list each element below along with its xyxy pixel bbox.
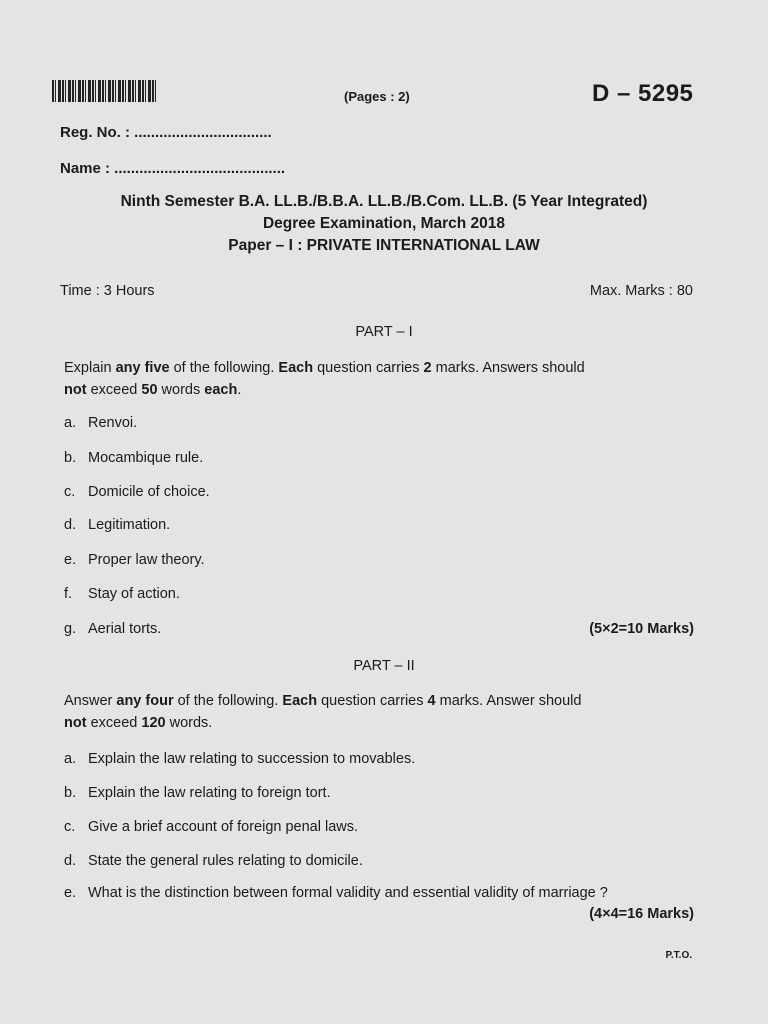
part-2-marks: (4×4=16 Marks) — [589, 906, 694, 922]
title-line-2: Degree Examination, March 2018 — [262, 215, 506, 232]
max-marks: Max. Marks : 80 — [589, 283, 693, 299]
part-1-instruction: Explain any five of the following. Each question carries 2 marks. Answers should not exceed 50 words each. — [64, 360, 585, 398]
question-item: e. Proper law theory. — [64, 552, 205, 568]
page-count: (Pages : 2) — [344, 89, 410, 104]
question-item: d. Legitimation. — [64, 517, 171, 533]
part-2-instruction: Answer any four of the following. Each question carries 4 marks. Answer should not exceed 120 words. — [64, 693, 582, 731]
question-item: b. Mocambique rule. — [64, 450, 204, 466]
part-1-heading: PART – I — [355, 324, 413, 340]
name-field: Name : ......................................... — [60, 160, 286, 177]
question-item: d. State the general rules relating to domicile. — [64, 853, 363, 869]
exam-title — [40, 191, 728, 257]
question-item: b. Explain the law relating to foreign tort. — [64, 785, 331, 801]
question-item: g. Aerial torts. — [64, 621, 162, 637]
time-allowed: Time : 3 Hours — [60, 283, 155, 299]
barcode — [52, 80, 156, 102]
reg-no-field: Reg. No. : ................................. — [60, 124, 272, 141]
question-item: f. Stay of action. — [64, 586, 180, 602]
title-line-3: Paper – I : PRIVATE INTERNATIONAL LAW — [228, 237, 540, 254]
part-2-heading: PART – II — [353, 658, 415, 674]
pto-note: P.T.O. — [665, 950, 692, 961]
question-item: c. Domicile of choice. — [64, 484, 210, 500]
part-1-marks: (5×2=10 Marks) — [589, 621, 694, 637]
question-item: a. Explain the law relating to succession to movables. — [64, 751, 416, 767]
question-item: c. Give a brief account of foreign penal laws. — [64, 819, 359, 835]
question-item: a. Renvoi. — [64, 415, 138, 431]
title-line-1: Ninth Semester B.A. LL.B./B.B.A. LL.B./B.Com. LL.B. (5 Year Integrated) — [120, 193, 648, 210]
paper-code: D – 5295 — [592, 80, 694, 107]
question-item: e. What is the distinction between formal validity and essential validity of marriage ? — [64, 885, 608, 901]
